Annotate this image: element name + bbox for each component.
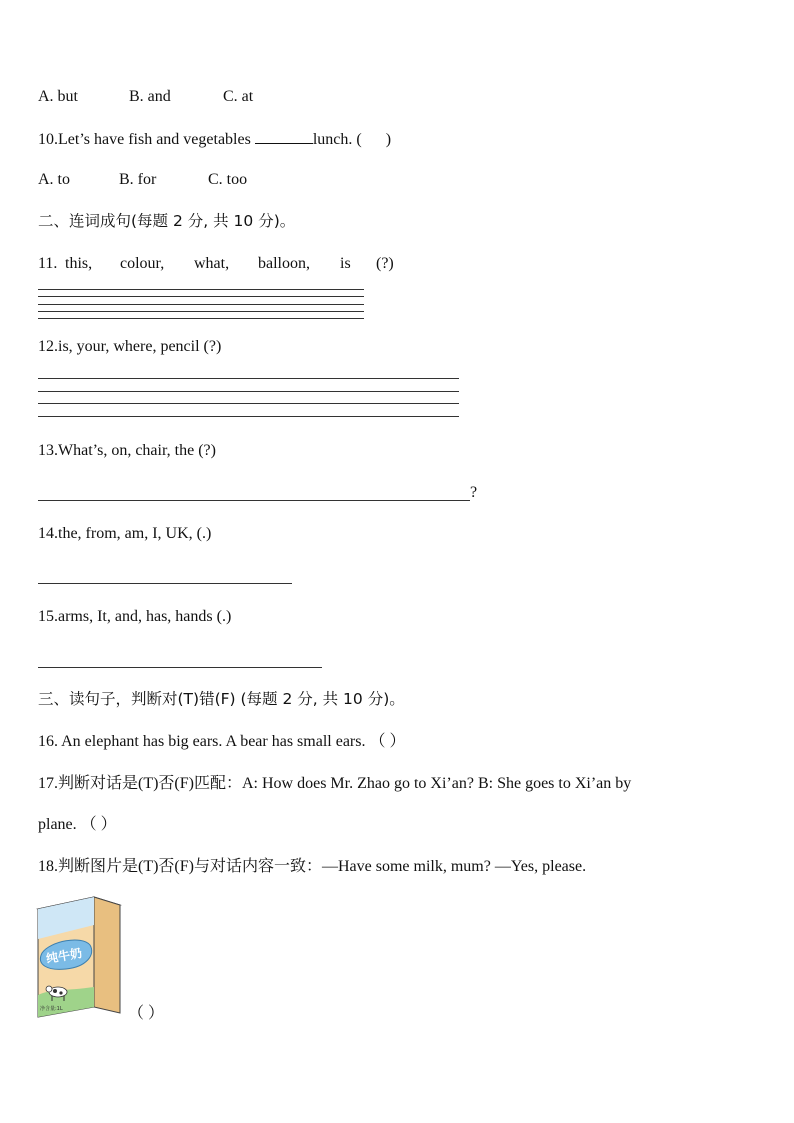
q10-stem-before: Let’s have fish and vegetables (58, 131, 251, 148)
q13-answer-line[interactable] (38, 500, 470, 501)
q14-answer-line[interactable] (38, 583, 292, 584)
q11-number: 11. (38, 255, 58, 272)
q16-text: 16. An elephant has big ears. A bear has small ears. (38, 733, 366, 750)
q11-word-2: colour, (120, 255, 165, 272)
section2-title: 二、连词成句(每题 2 分, 共 10 分)。 (38, 212, 296, 230)
q16-prompt (38, 732, 405, 752)
q9-options (38, 87, 253, 107)
q12-answer-line-4[interactable] (38, 416, 459, 417)
q10-stem-after: lunch. ( (312, 131, 362, 148)
q11-answer-line-1[interactable] (38, 289, 364, 290)
milk-carton-small-print: 净含量:1L (40, 1006, 63, 1012)
q11-word-6: (?) (376, 255, 394, 272)
q11-word-4: balloon, (258, 255, 310, 272)
q18-prompt: 18.判断图片是(T)否(F)与对话内容一致：—Have some milk, mum? —Yes, please. (38, 858, 587, 875)
q10-close-paren: ) (385, 131, 392, 148)
q10-option-c: C. too (208, 171, 248, 188)
q10-option-b: B. for (119, 171, 157, 188)
q12-answer-line-1[interactable] (38, 378, 459, 379)
milk-carton-image (36, 895, 124, 1019)
q12-prompt: 12.is, your, where, pencil (?) (38, 338, 222, 355)
q17-prompt-line-2 (38, 815, 117, 835)
q11-answer-line-2[interactable] (38, 296, 364, 297)
q17-answer-paren[interactable]: （ ） (80, 816, 117, 833)
q11-word-1: this, (65, 255, 93, 272)
q14-prompt: 14.the, from, am, I, UK, (.) (38, 525, 212, 542)
q18-answer-paren[interactable]: （ ） (128, 1005, 165, 1022)
q17-text-end: plane. (38, 816, 77, 833)
milk-carton-label: 纯牛奶 (45, 945, 84, 967)
q11-answer-line-5[interactable] (38, 318, 364, 319)
q15-prompt: 15.arms, It, and, has, hands (.) (38, 608, 232, 625)
q13-prompt: 13.What’s, on, chair, the (?) (38, 442, 216, 459)
q11-answer-line-4[interactable] (38, 311, 364, 312)
q11-word-5: is (340, 255, 351, 272)
section3-title: 三、读句子，判断对(T)错(F) (每题 2 分, 共 10 分)。 (38, 690, 405, 708)
q9-option-a: A. but (38, 88, 78, 105)
q11-word-3: what, (194, 255, 230, 272)
q11-prompt (38, 254, 394, 274)
q13-end-mark: ? (470, 484, 478, 501)
q11-answer-line-3[interactable] (38, 304, 364, 305)
q10-stem (38, 129, 391, 150)
q10-blank[interactable] (255, 129, 313, 144)
q10-number: 10. (38, 131, 58, 148)
q12-answer-line-2[interactable] (38, 391, 459, 392)
q9-option-b: B. and (129, 88, 171, 105)
q17-prompt-line-1: 17.判断对话是(T)否(F)匹配：A: How does Mr. Zhao go to Xi’an? B: She goes to Xi’an by (38, 775, 632, 792)
q10-option-a: A. to (38, 171, 70, 188)
q10-options (38, 170, 247, 190)
q15-answer-line[interactable] (38, 667, 322, 668)
q12-answer-line-3[interactable] (38, 403, 459, 404)
q9-option-c: C. at (223, 88, 254, 105)
q16-answer-paren[interactable]: （ ） (369, 733, 406, 750)
